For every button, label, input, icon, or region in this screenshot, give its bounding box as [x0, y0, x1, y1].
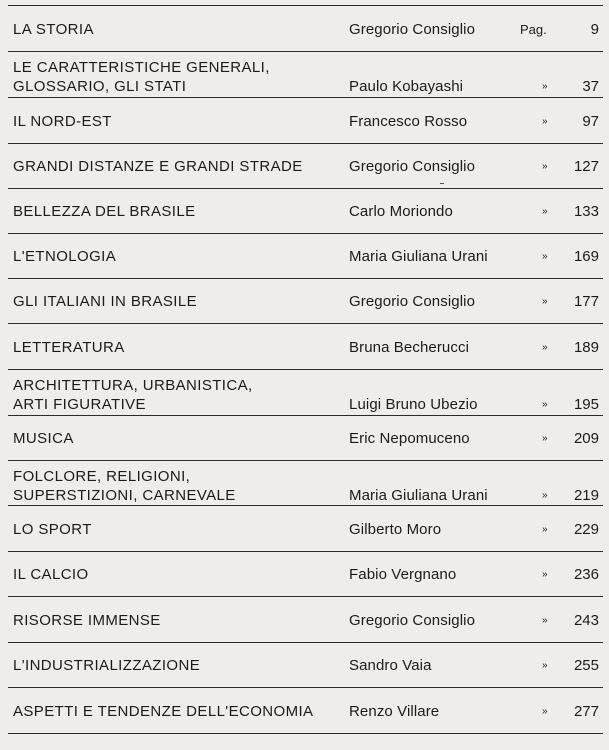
page-number: 189	[573, 339, 599, 356]
chapter-author: Gregorio Consiglio	[349, 21, 476, 38]
chapter-author: Gilberto Moro	[349, 521, 442, 538]
page-marker: »	[542, 706, 548, 717]
toc-entry	[0, 188, 609, 233]
page-marker: »	[542, 399, 548, 410]
chapter-author: Gregorio Consiglio	[349, 293, 476, 310]
page-marker: Pag.	[520, 22, 547, 37]
page-marker: »	[542, 251, 548, 262]
chapter-author: Carlo Moriondo	[349, 203, 453, 220]
chapter-title: MUSICA	[13, 430, 74, 447]
toc-entry	[0, 143, 609, 188]
chapter-author: Gregorio Consiglio	[349, 612, 476, 629]
page-number: 195	[573, 396, 599, 413]
chapter-title: FOLCLORE, RELIGIONI, SUPERSTIZIONI, CARNEVALE	[13, 468, 236, 504]
toc-entry	[0, 642, 609, 687]
page-number: 177	[573, 293, 599, 310]
page-number: 9	[590, 21, 599, 38]
toc-entry	[0, 233, 609, 278]
page-number: 97	[582, 113, 599, 130]
chapter-title: IL CALCIO	[13, 566, 89, 583]
toc-entry	[0, 687, 609, 733]
chapter-title: L'ETNOLOGIA	[13, 248, 117, 265]
toc-entry	[0, 97, 609, 143]
page-number: 127	[573, 158, 599, 175]
page-marker: »	[542, 81, 548, 92]
chapter-title: LO SPORT	[13, 521, 92, 538]
page-number: 169	[573, 248, 599, 265]
page-marker: »	[542, 490, 548, 501]
page-number: 277	[573, 703, 599, 720]
chapter-title: L'INDUSTRIALIZZAZIONE	[13, 657, 201, 674]
chapter-title: GRANDI DISTANZE E GRANDI STRADE	[13, 158, 303, 175]
page-marker: »	[542, 296, 548, 307]
page-marker: »	[542, 615, 548, 626]
toc-entry	[0, 369, 609, 415]
page-number: 236	[573, 566, 599, 583]
chapter-author: Maria Giuliana Urani	[349, 248, 488, 265]
toc-entry	[0, 460, 609, 505]
chapter-author: Francesco Rosso	[349, 113, 468, 130]
chapter-author: Bruna Becherucci	[349, 339, 469, 356]
chapter-title: GLI ITALIANI IN BRASILE	[13, 293, 197, 310]
toc-entry	[0, 596, 609, 642]
page-marker: »	[542, 342, 548, 353]
page-number: 133	[573, 203, 599, 220]
divider-rule	[8, 733, 603, 734]
chapter-title: ARCHITETTURA, URBANISTICA, ARTI FIGURATIVE	[13, 377, 253, 413]
chapter-author: Paulo Kobayashi	[349, 78, 464, 95]
chapter-title: BELLEZZA DEL BRASILE	[13, 203, 196, 220]
toc-entry	[0, 51, 609, 97]
chapter-author: Sandro Vaia	[349, 657, 432, 674]
chapter-title: IL NORD-EST	[13, 113, 112, 130]
toc-entry	[0, 5, 609, 51]
chapter-title: LA STORIA	[13, 21, 94, 38]
page-number: 219	[573, 487, 599, 504]
page-number: 255	[573, 657, 599, 674]
chapter-title: ASPETTI E TENDENZE DELL'ECONOMIA	[13, 703, 314, 720]
chapter-author: Renzo Villare	[349, 703, 440, 720]
toc-entry	[0, 415, 609, 460]
page-marker: »	[542, 161, 548, 172]
toc-entry	[0, 505, 609, 551]
toc-entry	[0, 323, 609, 369]
page-number: 243	[573, 612, 599, 629]
page-marker: »	[542, 524, 548, 535]
page-marker: »	[542, 116, 548, 127]
page-number: 229	[573, 521, 599, 538]
page-number: 37	[582, 78, 599, 95]
page-marker: »	[542, 433, 548, 444]
chapter-title: LETTERATURA	[13, 339, 125, 356]
page-marker: »	[542, 206, 548, 217]
page-marker: »	[542, 569, 548, 580]
chapter-author: Fabio Vergnano	[349, 566, 457, 583]
toc-entry	[0, 278, 609, 323]
chapter-author: Gregorio Consiglio	[349, 158, 476, 175]
page-marker: »	[542, 660, 548, 671]
chapter-title: LE CARATTERISTICHE GENERALI, GLOSSARIO, GLI STATI	[13, 59, 270, 95]
chapter-author: Eric Nepomuceno	[349, 430, 470, 447]
chapter-title: RISORSE IMMENSE	[13, 612, 161, 629]
chapter-author: Maria Giuliana Urani	[349, 487, 488, 504]
chapter-author: Luigi Bruno Ubezio	[349, 396, 478, 413]
toc-entry	[0, 551, 609, 596]
page-number: 209	[573, 430, 599, 447]
